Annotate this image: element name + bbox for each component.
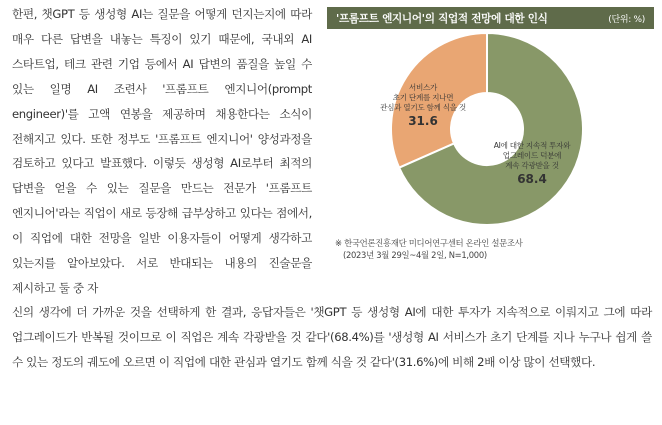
slice-value-cooling: 31.6 [408,114,438,128]
source-line-1: ※ 한국언론진흥재단 미디어연구센터 온라인 설문조사 [335,238,523,248]
slice-label-cooling-line2: 초기 단계를 지나면 [392,93,454,102]
donut-chart [327,29,654,229]
article-paragraph-left: 한편, 챗GPT 등 생성형 AI는 질문을 어떻게 던지는지에 따라 매우 다른 답변을 내놓는 특징이 있기 때문에, 국내외 AI 스타트업, 테크 관련 기업 등에서 AI 답변의 품질을 높일 수 있는 일명 AI 조련사 '프롬프트 엔지니어(prompt engineer)'를 고액 연봉을 제공하며 채용한다는 소식이 전해지고 있다. 또한 정부도 '프롬프트 엔지니어' 양성과정을 검토하고 있다고 발표했다. 이렇듯 생성형 AI로부터 최적의 답변을 얻을 수 있는 질문을 만드는 전문가 '프롬프트 엔지니어'라는 직업이 새로 등장해 급부상하고 있다는 점에서, 이 직업에 대한 전망을 일반 이용자들이 어떻게 생각하고 있는지를 알아보았다. 서로 반대되는 내용의 진술문을 제시하고 둘 중 자 [12,7,312,295]
slice-label-cooling [373,83,473,129]
article-bottom-text [12,300,652,375]
slice-label-cooling-line3: 관심과 열기도 함께 식을 것 [380,103,466,112]
article-paragraph-bottom: 신의 생각에 더 가까운 것을 선택하게 한 결과, 응답자들은 '챗GPT 등 생성형 AI에 대한 투자가 지속적으로 이뤄지고 그에 따라 업그레이드가 반복될 것이므로 이 직업은 계속 각광받을 것 같다'(68.4%)를 '생성형 AI 서비스가 초기 단계를 지나 누구나 쉽게 쓸 수 있는 정도의 궤도에 오르면 이 직업에 대한 관심과 열기도 함께 식을 것 같다'(31.6%)에 비해 2배 이상 많이 선택했다. [12,305,652,369]
source-line-2: (2023년 3월 29일~4월 2일, N=1,000) [343,250,487,260]
chart-panel-header [327,7,654,29]
donut-chart-svg [327,29,654,229]
article-column-text [12,2,312,301]
slice-label-spotlight [477,141,587,187]
chart-unit: (단위: %) [608,14,645,25]
slice-label-spotlight-line2: 업그레이드 덕분에 [502,151,562,160]
chart-source-note [335,237,523,261]
slice-label-cooling-line1: 서비스가 [408,83,438,92]
slice-label-spotlight-line1: AI에 대한 지속적 투자와 [493,141,571,150]
slice-value-spotlight: 68.4 [517,172,547,186]
chart-title: '프롬프트 엔지니어'의 직업적 전망에 대한 인식 [336,12,548,25]
slice-label-spotlight-line3: 계속 각광받을 것 [505,161,559,170]
chart-panel [327,7,654,269]
